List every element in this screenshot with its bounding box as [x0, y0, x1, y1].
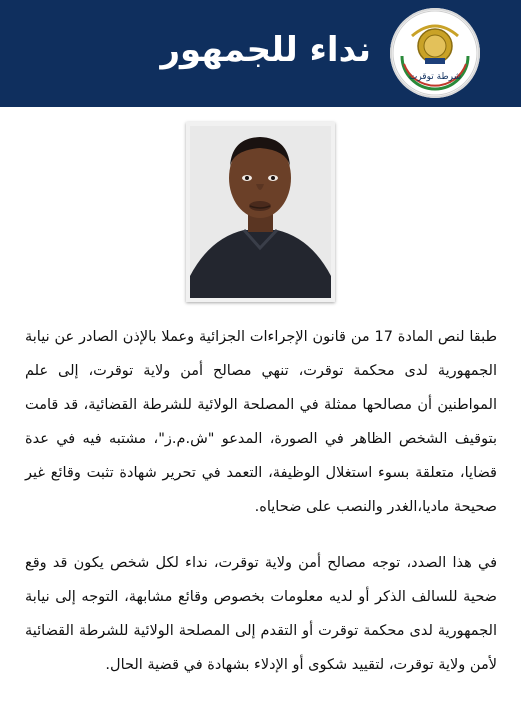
body-paragraph-2: في هذا الصدد، توجه مصالح أمن ولاية توقرت، نداء لكل شخص يكون قد وقع ضحية للسالف الذكر أو لديه معلومات بخصوص وقائع مشابهة، التوجه إلى نيابة الجمهورية لدى محكمة توقرت أو التقدم إلى المصلحة الولائية للشرطة القضائية لأمن ولاية توقرت، لتقييد شكوى أو الإدلاء بشهادة في قضية الحال. [25, 555, 497, 673]
header-banner [0, 0, 521, 107]
logo-caption: شرطة توقرت [408, 72, 462, 82]
police-emblem-graphic [390, 8, 480, 98]
body-paragraph-1: طبقا لنص المادة 17 من قانون الإجراءات الجزائية وعملا بالإذن الصادر عن نيابة الجمهورية لدى محكمة توقرت، تنهي مصالح أمن ولاية توقرت، إلى علم المواطنين أن مصالحها ممثلة في المصلحة الولائية للشرطة القضائية، قد قامت بتوقيف الشخص الظاهر في الصورة، المدعو "ش.م.ز"، مشتبه فيه في عدة قضايا، متعلقة بسوء استغلال الوظيفة، التعمد في تحرير شهادة تثبت وقائع غير صحيحة ماديا،الغدر والنصب على ضحاياه. [25, 329, 497, 515]
page-title: نداء للجمهور [160, 30, 371, 70]
suspect-portrait-graphic [190, 126, 331, 298]
suspect-photo [186, 122, 335, 302]
police-emblem-icon [390, 8, 480, 98]
